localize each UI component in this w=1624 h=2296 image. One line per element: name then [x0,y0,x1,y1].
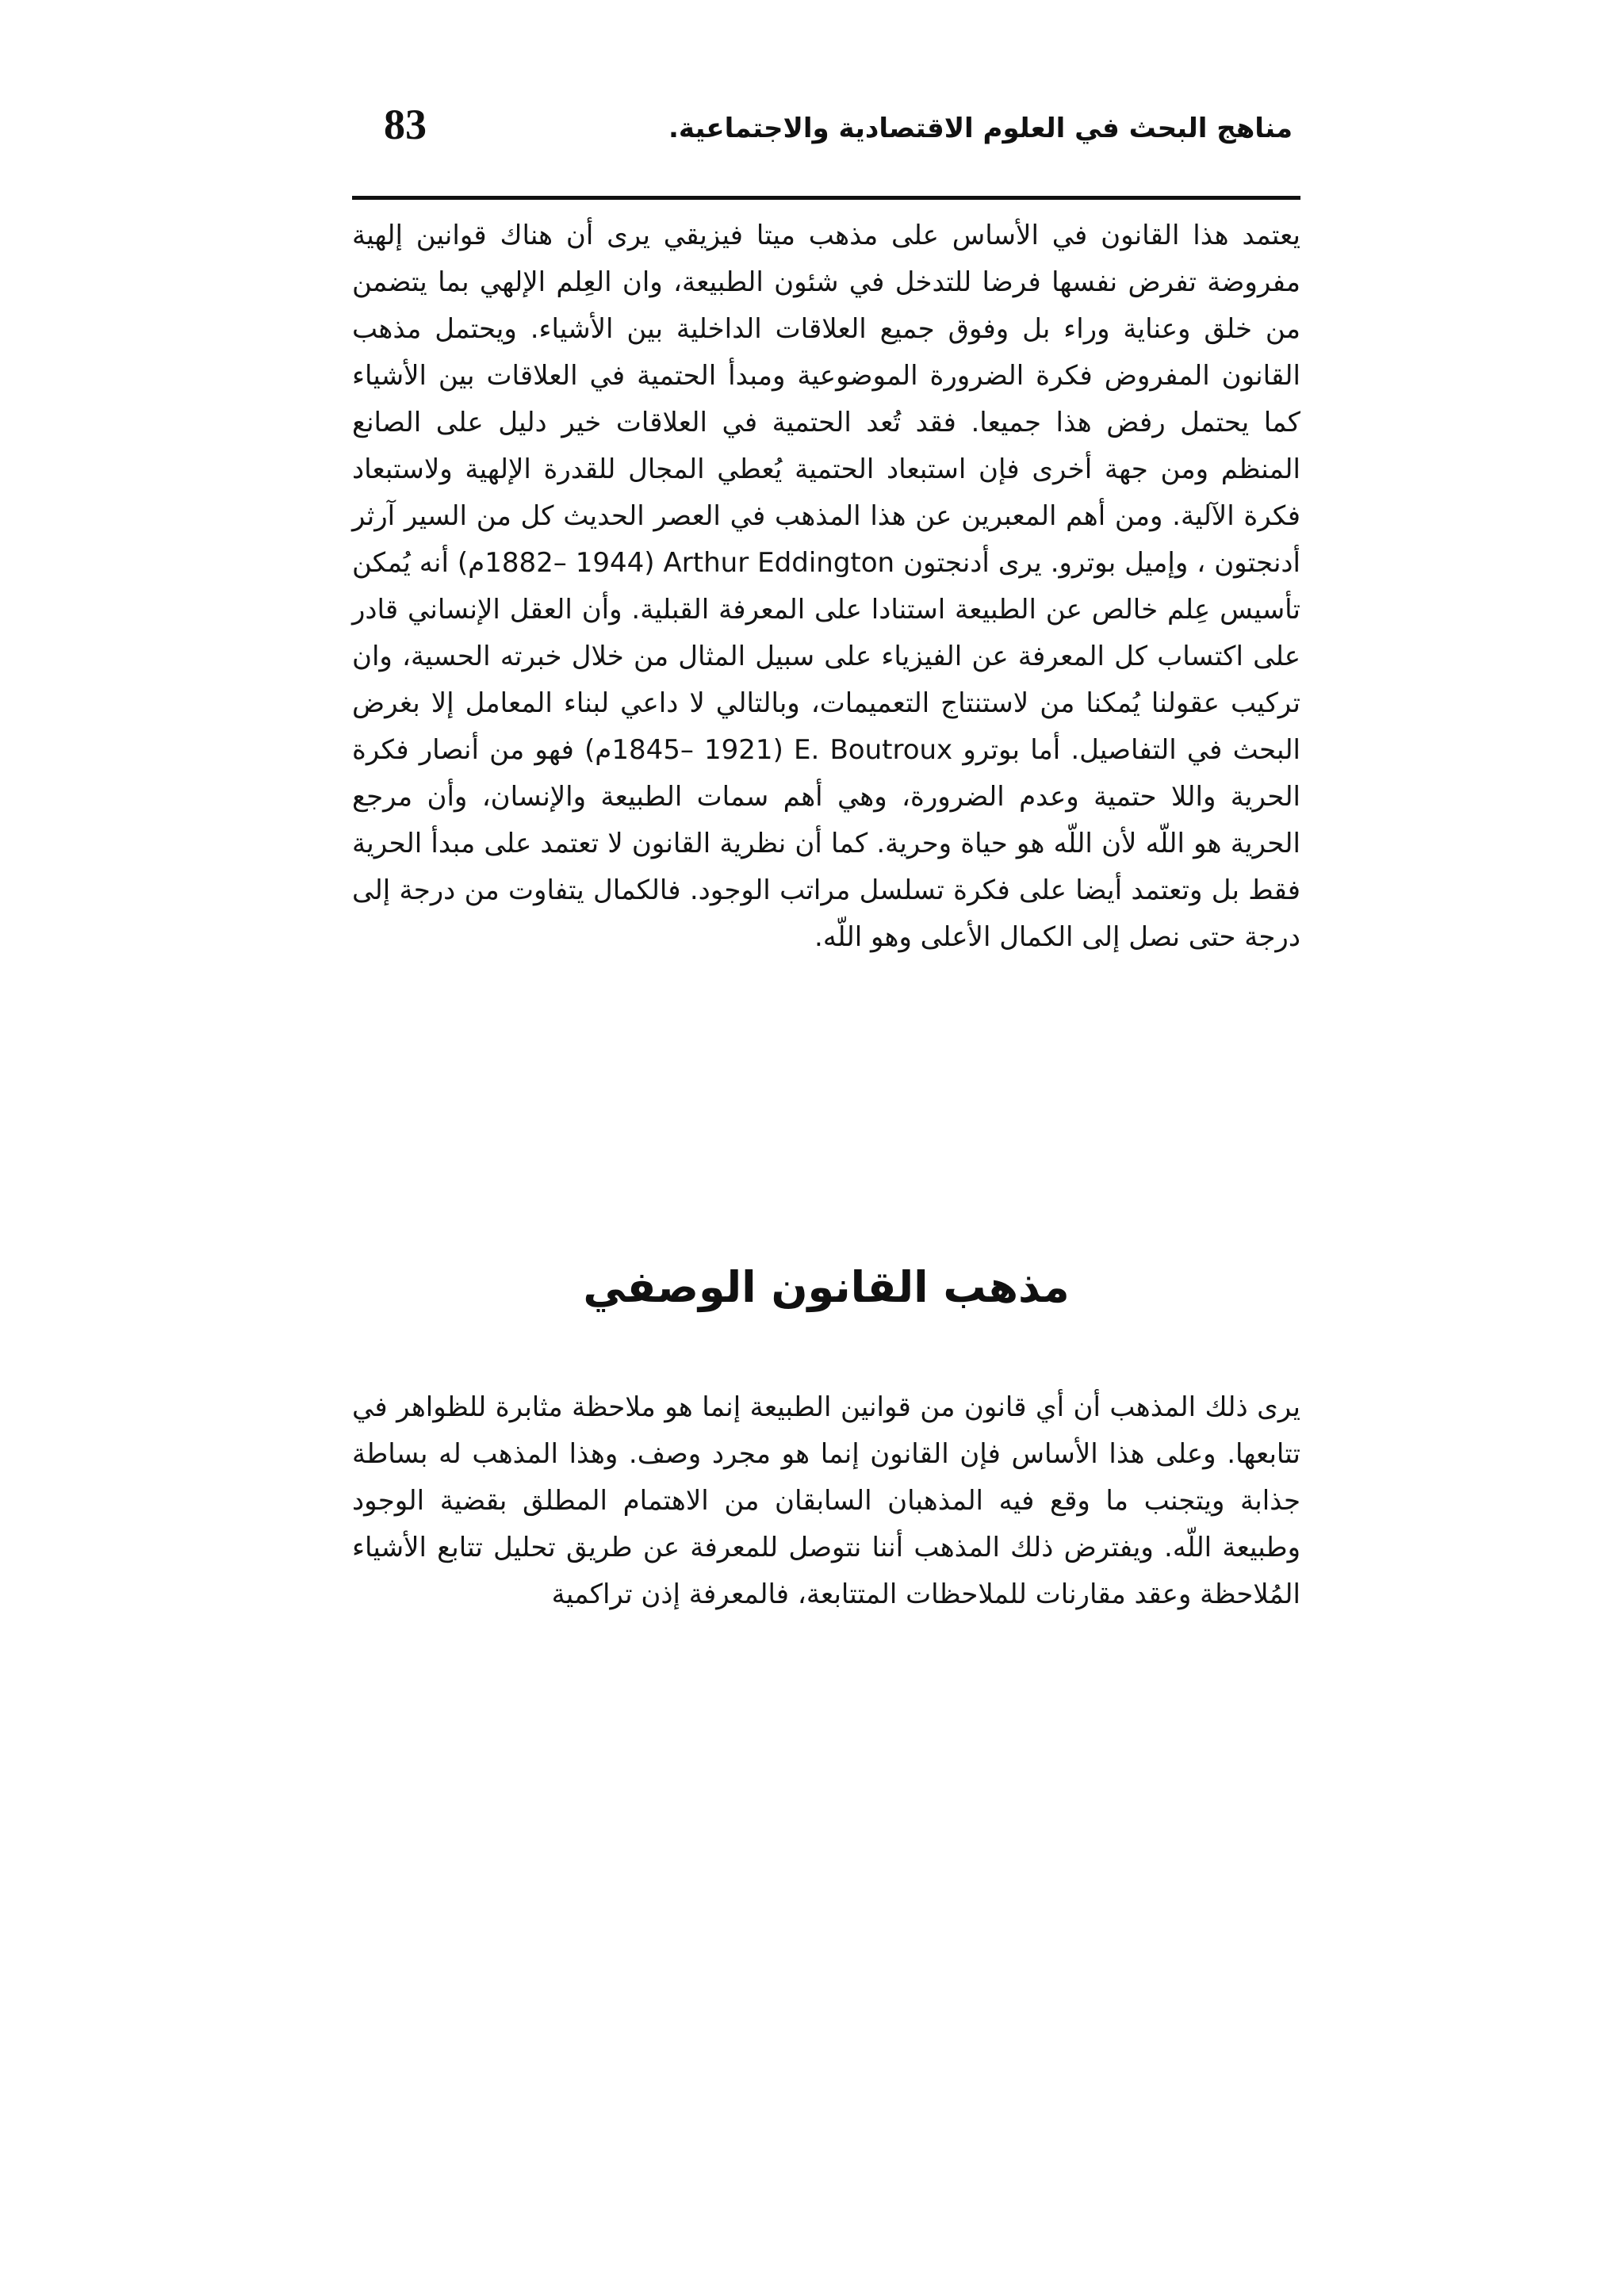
page-header [352,95,1300,200]
section-heading: مذهب القانون الوصفي [583,1262,1070,1312]
body-text-block-2 [352,1384,1300,1618]
paragraph-1: يعتمد هذا القانون في الأساس على مذهب ميتا فيزيقي يرى أن هناك قوانين إلهية مفروضة تفرض نفسها فرضا للتدخل في شئون الطبيعة، وان العِلم الإلهي بما يتضمن من خلق وعناية وراء بل وفوق جميع العلاقات الداخلية بين الأشياء. ويحتمل مذهب القانون المفروض فكرة الضرورة الموضوعية ومبدأ الحتمية في العلاقات بين الأشياء كما يحتمل رفض هذا جميعا. فقد تُعد الحتمية في العلاقات خير دليل على الصانع المنظم ومن جهة أخرى فإن استبعاد الحتمية يُعطي المجال للقدرة الإلهية ولاستبعاد فكرة الآلية. ومن أهم المعبرين عن هذا المذهب في العصر الحديث كل من السير آرثر أدنجتون ، وإميل بوترو. يرى أدنجتون Arthur Eddington (1882– 1944م) أنه يُمكن تأسيس عِلم خالص عن الطبيعة استنادا على المعرفة القبلية. وأن العقل الإنساني قادر على اكتساب كل المعرفة عن الفيزياء على سبيل المثال من خلال خبرته الحسية، وان تركيب عقولنا يُمكنا من لاستنتاج التعميمات، وبالتالي لا داعي لبناء المعامل إلا بغرض البحث في التفاصيل. أما بوترو E. Boutroux (1845– 1921م) فهو من أنصار فكرة الحرية واللا حتمية وعدم الضرورة، وهي أهم سمات الطبيعة والإنسان، وأن مرجع الحرية هو اللّه لأن اللّه هو حياة وحرية. كما أن نظرية القانون لا تعتمد على مبدأ الحرية فقط بل وتعتمد أيضا على فكرة تسلسل مراتب الوجود. فالكمال يتفاوت من درجة إلى درجة حتى نصل إلى الكمال الأعلى وهو اللّه. [352,220,1301,953]
running-title: مناهج البحث في العلوم الاقتصادية والاجتماعية. [668,113,1293,144]
body-text-block-1 [352,212,1300,961]
page-number: 83 [384,101,427,148]
paragraph-2: يرى ذلك المذهب أن أي قانون من قوانين الطبيعة إنما هو ملاحظة مثابرة للظواهر في تتابعها. وعلى هذا الأساس فإن القانون إنما هو مجرد وصف. وهذا المذهب له بساطة جذابة ويتجنب ما وقع فيه المذهبان السابقان من الاهتمام المطلق بقضية الوجود وطبيعة اللّه. ويفترض ذلك المذهب أننا نتوصل للمعرفة عن طريق تحليل تتابع الأشياء المُلاحظة وعقد مقارنات للملاحظات المتتابعة، فالمعرفة إذن تراكمية [352,1391,1300,1610]
header-rule [352,196,1300,200]
